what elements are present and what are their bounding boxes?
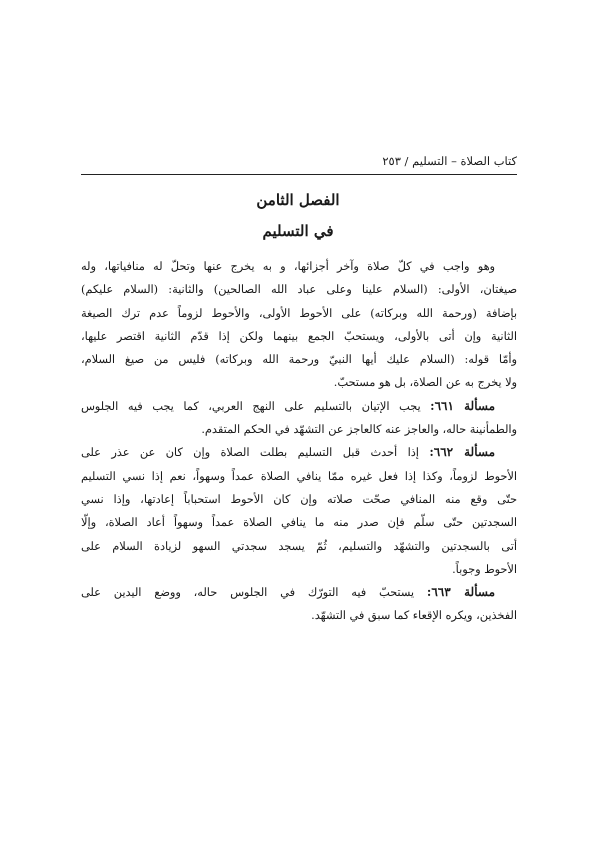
text-line [81, 418, 517, 441]
line-text: السجدتين حتّى سلّم فإن صدر منه ما ينافي الصلاة عمداً وسهواً أعاد الصلاة، وإلّا [81, 516, 517, 530]
line-text: الثانية وإن أتى بالأولى، ويستحبّ الجمع بينهما ولكن إذا قدّم الثانية اقتصر عليها، [81, 329, 517, 343]
text-line [81, 371, 517, 394]
text-line [81, 535, 517, 558]
line-text: حتّى وقع منه المنافي صحّت صلاته وإن كان الأحوط استحباباً إعادتها، وإذا نسي [81, 492, 517, 506]
chapter-subject: في التسليم [262, 222, 334, 240]
text-line [81, 581, 517, 604]
issue-number-label: مسألة ٦٦٢: [429, 445, 495, 460]
line-text: يجب الإتيان بالتسليم على النهج العربي، كما يجب فيه الجلوس [81, 399, 431, 413]
line-text: إذا أحدث قبل التسليم بطلت الصلاة وإن كان عن عذر على [81, 446, 430, 460]
text-line [81, 604, 517, 627]
issue-number-label: مسألة ٦٦١: [430, 398, 495, 413]
line-text: الأحوط وجوباً. [452, 562, 517, 576]
body-text [81, 255, 517, 628]
line-text: صيغتان، الأولى: (السلام علينا وعلى عباد الله الصالحين) والثانية: (السلام عليكم) [81, 283, 517, 297]
line-text: أتى بالسجدتين والتشهّد والتسليم، ثُمّ يسجد سجدتي السهو لزيادة السلام على [81, 539, 517, 553]
text-line [81, 325, 517, 348]
text-line [81, 302, 517, 325]
line-text: الأحوط لزوماً، وكذا إذا فعل غيره ممّا ينافي الصلاة عمداً وسهواً، نعم إذا نسي التسليم [81, 469, 517, 483]
text-line [81, 395, 517, 418]
text-line [81, 255, 517, 278]
line-text: والطمأنينة حاله، والعاجز عنه كالعاجز عن التشهّد في الحكم المتقدم. [201, 423, 517, 437]
text-line [81, 465, 517, 488]
chapter-title: الفصل الثامن [256, 191, 340, 209]
text-line [81, 558, 517, 581]
running-title: كتاب الصلاة – التسليم / ٢٥٣ [382, 154, 517, 168]
line-text: ولا يخرج به عن الصلاة، بل هو مستحبّ. [333, 376, 517, 390]
line-text: وهو واجب في كلّ صلاة وآخر أجزائها، و به يخرج عنها وتحلّ له منافياتها، وله [81, 260, 495, 273]
line-text: بإضافة (ورحمة الله وبركاته) على الأحوط الأولى، والأحوط لزوماً عدم ترك الصيغة [81, 306, 517, 320]
text-line [81, 348, 517, 371]
running-header [81, 152, 517, 175]
line-text: يستحبّ فيه التورّك في الجلوس حاله، ووضع اليدين على [81, 586, 427, 600]
issue-number-label: مسألة ٦٦٣: [426, 585, 495, 600]
line-text: الفخذين، ويكره الإقعاء كما سبق في التشهّد. [311, 609, 517, 623]
text-line [81, 488, 517, 511]
line-text: وأمّا قوله: (السلام عليك أيها النبيّ ورحمة الله وبركاته) فليس من صيغ السلام، [81, 353, 517, 367]
text-line [81, 511, 517, 534]
text-line [81, 441, 517, 464]
text-line [81, 278, 517, 301]
